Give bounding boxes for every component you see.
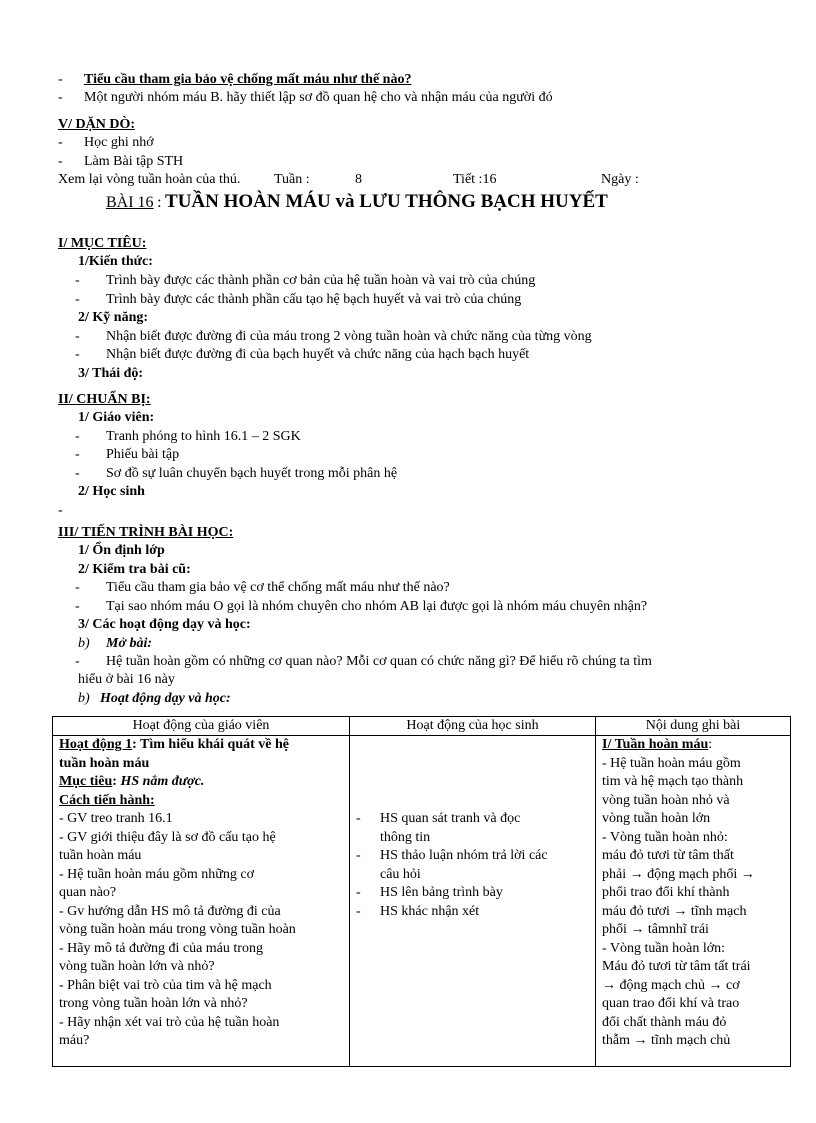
dash: - [75, 329, 80, 344]
notes-line: máu đỏ tươi từ tâm thất [602, 848, 734, 863]
tuan-label: Tuần : [274, 172, 310, 187]
header-teacher: Hoạt động của giáo viên [53, 717, 350, 736]
subheading-kiemtra: 2/ Kiểm tra bài cũ: [78, 562, 191, 577]
objective-item: Nhận biết được đường đi của máu trong 2 vòng tuần hoàn và chức năng của từng vòng [106, 329, 592, 344]
tiet-text: Tiết :16 [453, 172, 497, 187]
student-line: - HS thảo luận nhóm trả lời các [356, 848, 548, 863]
student-line: thông tin [380, 829, 431, 845]
objective-item: Nhận biết được đường đi của bạch huyết và chức năng của hạch bạch huyết [106, 347, 530, 362]
notes-line: phải → động mạch phổi → [602, 866, 755, 882]
activity-1-title [59, 736, 343, 755]
notes-line: máu đỏ tươi → tĩnh mạch [602, 903, 747, 919]
lesson-prefix: BÀI 16 [106, 194, 154, 211]
prep-item: Tranh phóng to hình 16.1 – 2 SGK [106, 429, 301, 444]
mobai-text-line1: Hệ tuần hoàn gồm có những cơ quan nào? Mỗi cơ quan có chức năng gì? Để hiểu rõ chúng ta tìm [106, 654, 652, 669]
ngay-text: Ngày : [601, 172, 639, 187]
notes-line: quan trao đổi khí và trao [602, 996, 740, 1011]
activity-1-label: Hoạt động 1 [59, 737, 133, 752]
tuan-value: 8 [355, 172, 362, 187]
review-item: Tại sao nhóm máu O gọi là nhóm chuyên cho nhóm AB lại được gọi là nhóm máu chuyên nhận? [106, 599, 648, 614]
teacher-line: vòng tuần hoàn lớn và nhỏ? [59, 959, 215, 974]
subheading-hocsinh: 2/ Học sinh [78, 484, 145, 499]
dash: - [75, 429, 80, 444]
section-heading-dando: V/ DẶN DÒ: [58, 117, 135, 132]
teacher-line: - GV giới thiệu đây là sơ đồ cấu tạo hệ [59, 829, 276, 845]
notes-line: vòng tuần hoàn nhỏ và [602, 792, 730, 808]
dash: - [58, 503, 63, 518]
dash: - [75, 466, 80, 481]
teacher-line: - Gv hướng dẫn HS mô tả đường đi của [59, 903, 281, 919]
dash: - [75, 292, 80, 307]
dash: - [75, 347, 80, 362]
subheading-ondinh: 1/ Ổn định lớp [78, 543, 165, 558]
notes-line: - Vòng tuần hoàn nhỏ: [602, 829, 728, 845]
lesson-activity-table [52, 716, 791, 1067]
teacher-line: - Hãy mô tả đường đi của máu trong [59, 940, 263, 956]
dash: - [58, 154, 63, 169]
subheading-hoatdong: 3/ Các hoạt động dạy và học: [78, 617, 251, 632]
dash: - [75, 654, 80, 669]
notes-line: - Hệ tuần hoàn máu gồm [602, 755, 741, 771]
teacher-line: trong vòng tuần hoàn lớn và nhỏ? [59, 996, 248, 1011]
objective-label: Mục tiêu [59, 774, 113, 789]
teacher-line: vòng tuần hoàn máu trong vòng tuần hoàn [59, 922, 296, 937]
notes-line: phổi trao đổi khí thành [602, 885, 730, 900]
notes-line: phổi → tâmnhĩ trái [602, 922, 709, 937]
teacher-line: quan nào? [59, 885, 117, 900]
subheading-kynang: 2/ Kỹ năng: [78, 310, 149, 325]
student-cell [350, 736, 596, 1067]
notes-line: vòng tuần hoàn lớn [602, 811, 711, 826]
header-student: Hoạt động của học sinh [350, 717, 596, 736]
student-line: - HS khác nhận xét [356, 903, 480, 919]
dando-item: Làm Bài tập STH [84, 154, 184, 169]
prep-item: Phiếu bài tập [106, 447, 180, 462]
mobai-heading: Mở bài: [106, 636, 153, 651]
teacher-line: máu? [59, 1033, 90, 1048]
dash: - [58, 90, 63, 105]
mobai-label: b) [78, 636, 90, 651]
notes-line: → động mạch chủ → cơ [602, 977, 740, 993]
dash: - [75, 447, 80, 462]
teacher-line: - GV treo tranh 16.1 [59, 811, 173, 826]
dash: - [58, 135, 63, 150]
hd-heading: Hoạt động dạy và học: [100, 691, 231, 706]
review-item: Tiểu cầu tham gia bảo vệ cơ thể chống mất máu như thế nào? [106, 580, 450, 595]
student-line: - HS lên bảng trình bày [356, 885, 503, 900]
section-heading-chuanbi: II/ CHUẨN BỊ: [58, 392, 151, 407]
teacher-line: - Phân biệt vai trò của tim và hệ mạch [59, 977, 272, 993]
section-heading-muctieu: I/ MỤC TIÊU: [58, 236, 147, 251]
notes-cell [596, 736, 791, 1067]
review-question-2: Một người nhóm máu B. hãy thiết lập sơ đồ quan hệ cho và nhận máu của người đó [84, 90, 553, 105]
notes-line: - Vòng tuần hoàn lớn: [602, 940, 726, 956]
teacher-cell [53, 736, 350, 1067]
prep-item: Sơ đồ sự luân chuyển bạch huyết trong mỗi phân hệ [106, 466, 398, 481]
lesson-title [106, 190, 608, 216]
dash: - [58, 72, 63, 87]
objective-value: HS nắm được. [120, 774, 205, 789]
header-notes: Nội dung ghi bài [596, 717, 791, 736]
teacher-line: tuần hoàn máu [59, 848, 142, 863]
objective-item: Trình bày được các thành phần cấu tạo hệ bạch huyết và vai trò của chúng [106, 292, 522, 307]
notes-line: Máu đỏ tươi từ tâm tất trái [602, 959, 751, 974]
teacher-line: - Hãy nhận xét vai trò của hệ tuần hoàn [59, 1014, 280, 1030]
lesson-title-text: TUẦN HOÀN MÁU và LƯU THÔNG BẠCH HUYẾT [165, 191, 608, 212]
objective-item: Trình bày được các thành phần cơ bản của hệ tuần hoàn và vai trò của chúng [106, 273, 536, 288]
dash: - [75, 599, 80, 614]
method-heading: Cách tiến hành: [59, 792, 155, 808]
section-heading-tientrinh: III/ TIẾN TRÌNH BÀI HỌC: [58, 525, 234, 540]
student-line: - HS quan sát tranh và đọc [356, 811, 521, 826]
notes-line: tim và hệ mạch tạo thành [602, 774, 744, 789]
mobai-text-line2: hiểu ở bài 16 này [78, 672, 175, 687]
notes-line: thẫm → tĩnh mạch chủ [602, 1033, 731, 1048]
lesson-sep: : [157, 194, 162, 211]
xem-lai-text: Xem lại vòng tuần hoàn của thú. [58, 172, 241, 187]
activity-objective: Mục tiêu: HS nắm được. [59, 774, 205, 789]
dash: - [75, 580, 80, 595]
teacher-line: - Hệ tuần hoàn máu gồm những cơ [59, 866, 255, 882]
subheading-kienthuc: 1/Kiến thức: [78, 254, 153, 269]
dash: - [75, 273, 80, 288]
notes-line: đổi chất thành máu đỏ [602, 1014, 727, 1030]
subheading-thaido: 3/ Thái độ: [78, 366, 144, 381]
hd-label: b) [78, 691, 90, 706]
notes-heading: I/ Tuần hoàn máu: [602, 737, 713, 752]
dando-item: Học ghi nhớ [84, 135, 154, 150]
student-line: câu hỏi [380, 866, 421, 882]
review-question-1: Tiểu cầu tham gia bảo vệ chống mất máu như thế nào? [84, 72, 412, 87]
activity-1-rest: : Tìm hiểu khái quát về hệ [132, 737, 290, 752]
subheading-giaovien: 1/ Giáo viên: [78, 410, 155, 425]
activity-1-title-line2: tuần hoàn máu [59, 755, 150, 771]
